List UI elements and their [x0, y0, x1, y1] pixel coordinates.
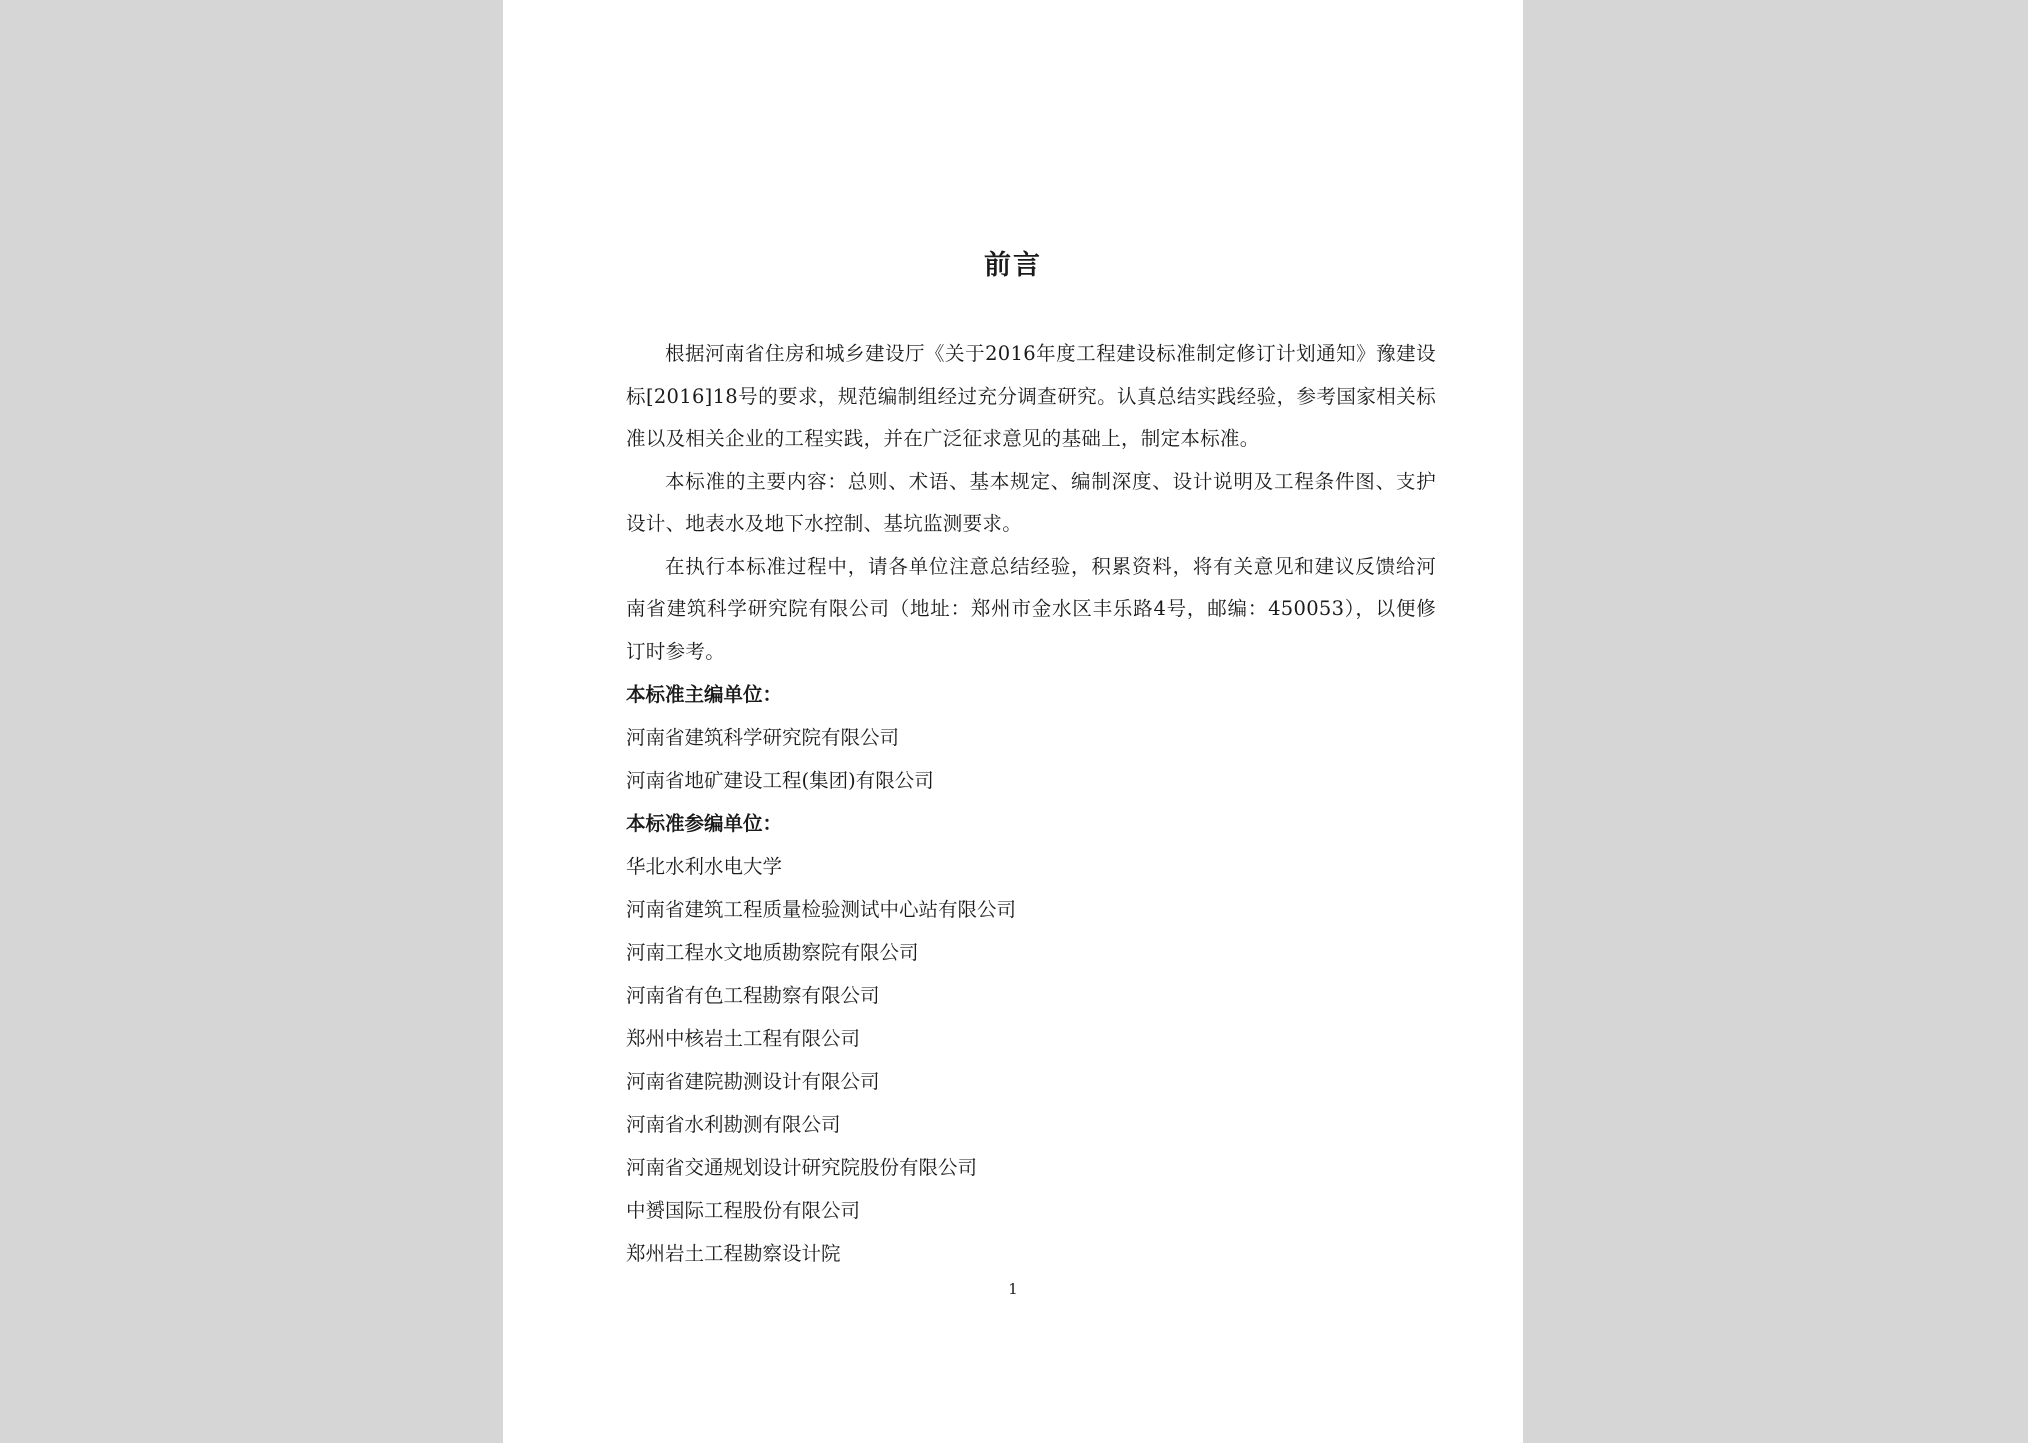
paragraph-feedback: 在执行本标准过程中，请各单位注意总结经验，积累资料，将有关意见和建议反馈给河南省建筑科学研究院有限公司（地址：郑州市金水区丰乐路4号，邮编：450053），以便修订时参考。 [626, 554, 1436, 663]
participating-unit: 华北水利水电大学 [626, 855, 783, 878]
participating-unit: 河南省建院勘测设计有限公司 [626, 1070, 880, 1093]
participating-unit: 中赟国际工程股份有限公司 [626, 1199, 861, 1222]
page-title: 前言 [984, 250, 1042, 281]
document-page [503, 0, 1523, 1443]
participating-unit: 郑州岩土工程勘察设计院 [626, 1242, 841, 1265]
participating-unit: 河南工程水文地质勘察院有限公司 [626, 941, 919, 964]
paragraph-basis: 根据河南省住房和城乡建设厅《关于2016年度工程建设标准制定修订计划通知》豫建设标[2016]18号的要求，规范编制组经过充分调查研究。认真总结实践经验，参考国家相关标准以及相关企业的工程实践，并在广泛征求意见的基础上，制定本标准。 [626, 342, 1436, 450]
chief-unit: 河南省建筑科学研究院有限公司 [626, 726, 900, 749]
participating-units-heading: 本标准参编单位： [626, 812, 783, 835]
page-number: 1 [1008, 1280, 1018, 1298]
participating-unit: 河南省有色工程勘察有限公司 [626, 984, 880, 1007]
participating-unit: 河南省水利勘测有限公司 [626, 1113, 841, 1136]
participating-unit: 河南省交通规划设计研究院股份有限公司 [626, 1156, 978, 1179]
document-body [626, 333, 1436, 1275]
paragraph-contents: 本标准的主要内容：总则、术语、基本规定、编制深度、设计说明及工程条件图、支护设计、地表水及地下水控制、基坑监测要求。 [626, 469, 1436, 535]
participating-unit: 河南省建筑工程质量检验测试中心站有限公司 [626, 898, 1017, 921]
chief-units-heading: 本标准主编单位： [626, 683, 783, 706]
participating-unit: 郑州中核岩土工程有限公司 [626, 1027, 861, 1050]
chief-unit: 河南省地矿建设工程(集团)有限公司 [626, 769, 934, 792]
